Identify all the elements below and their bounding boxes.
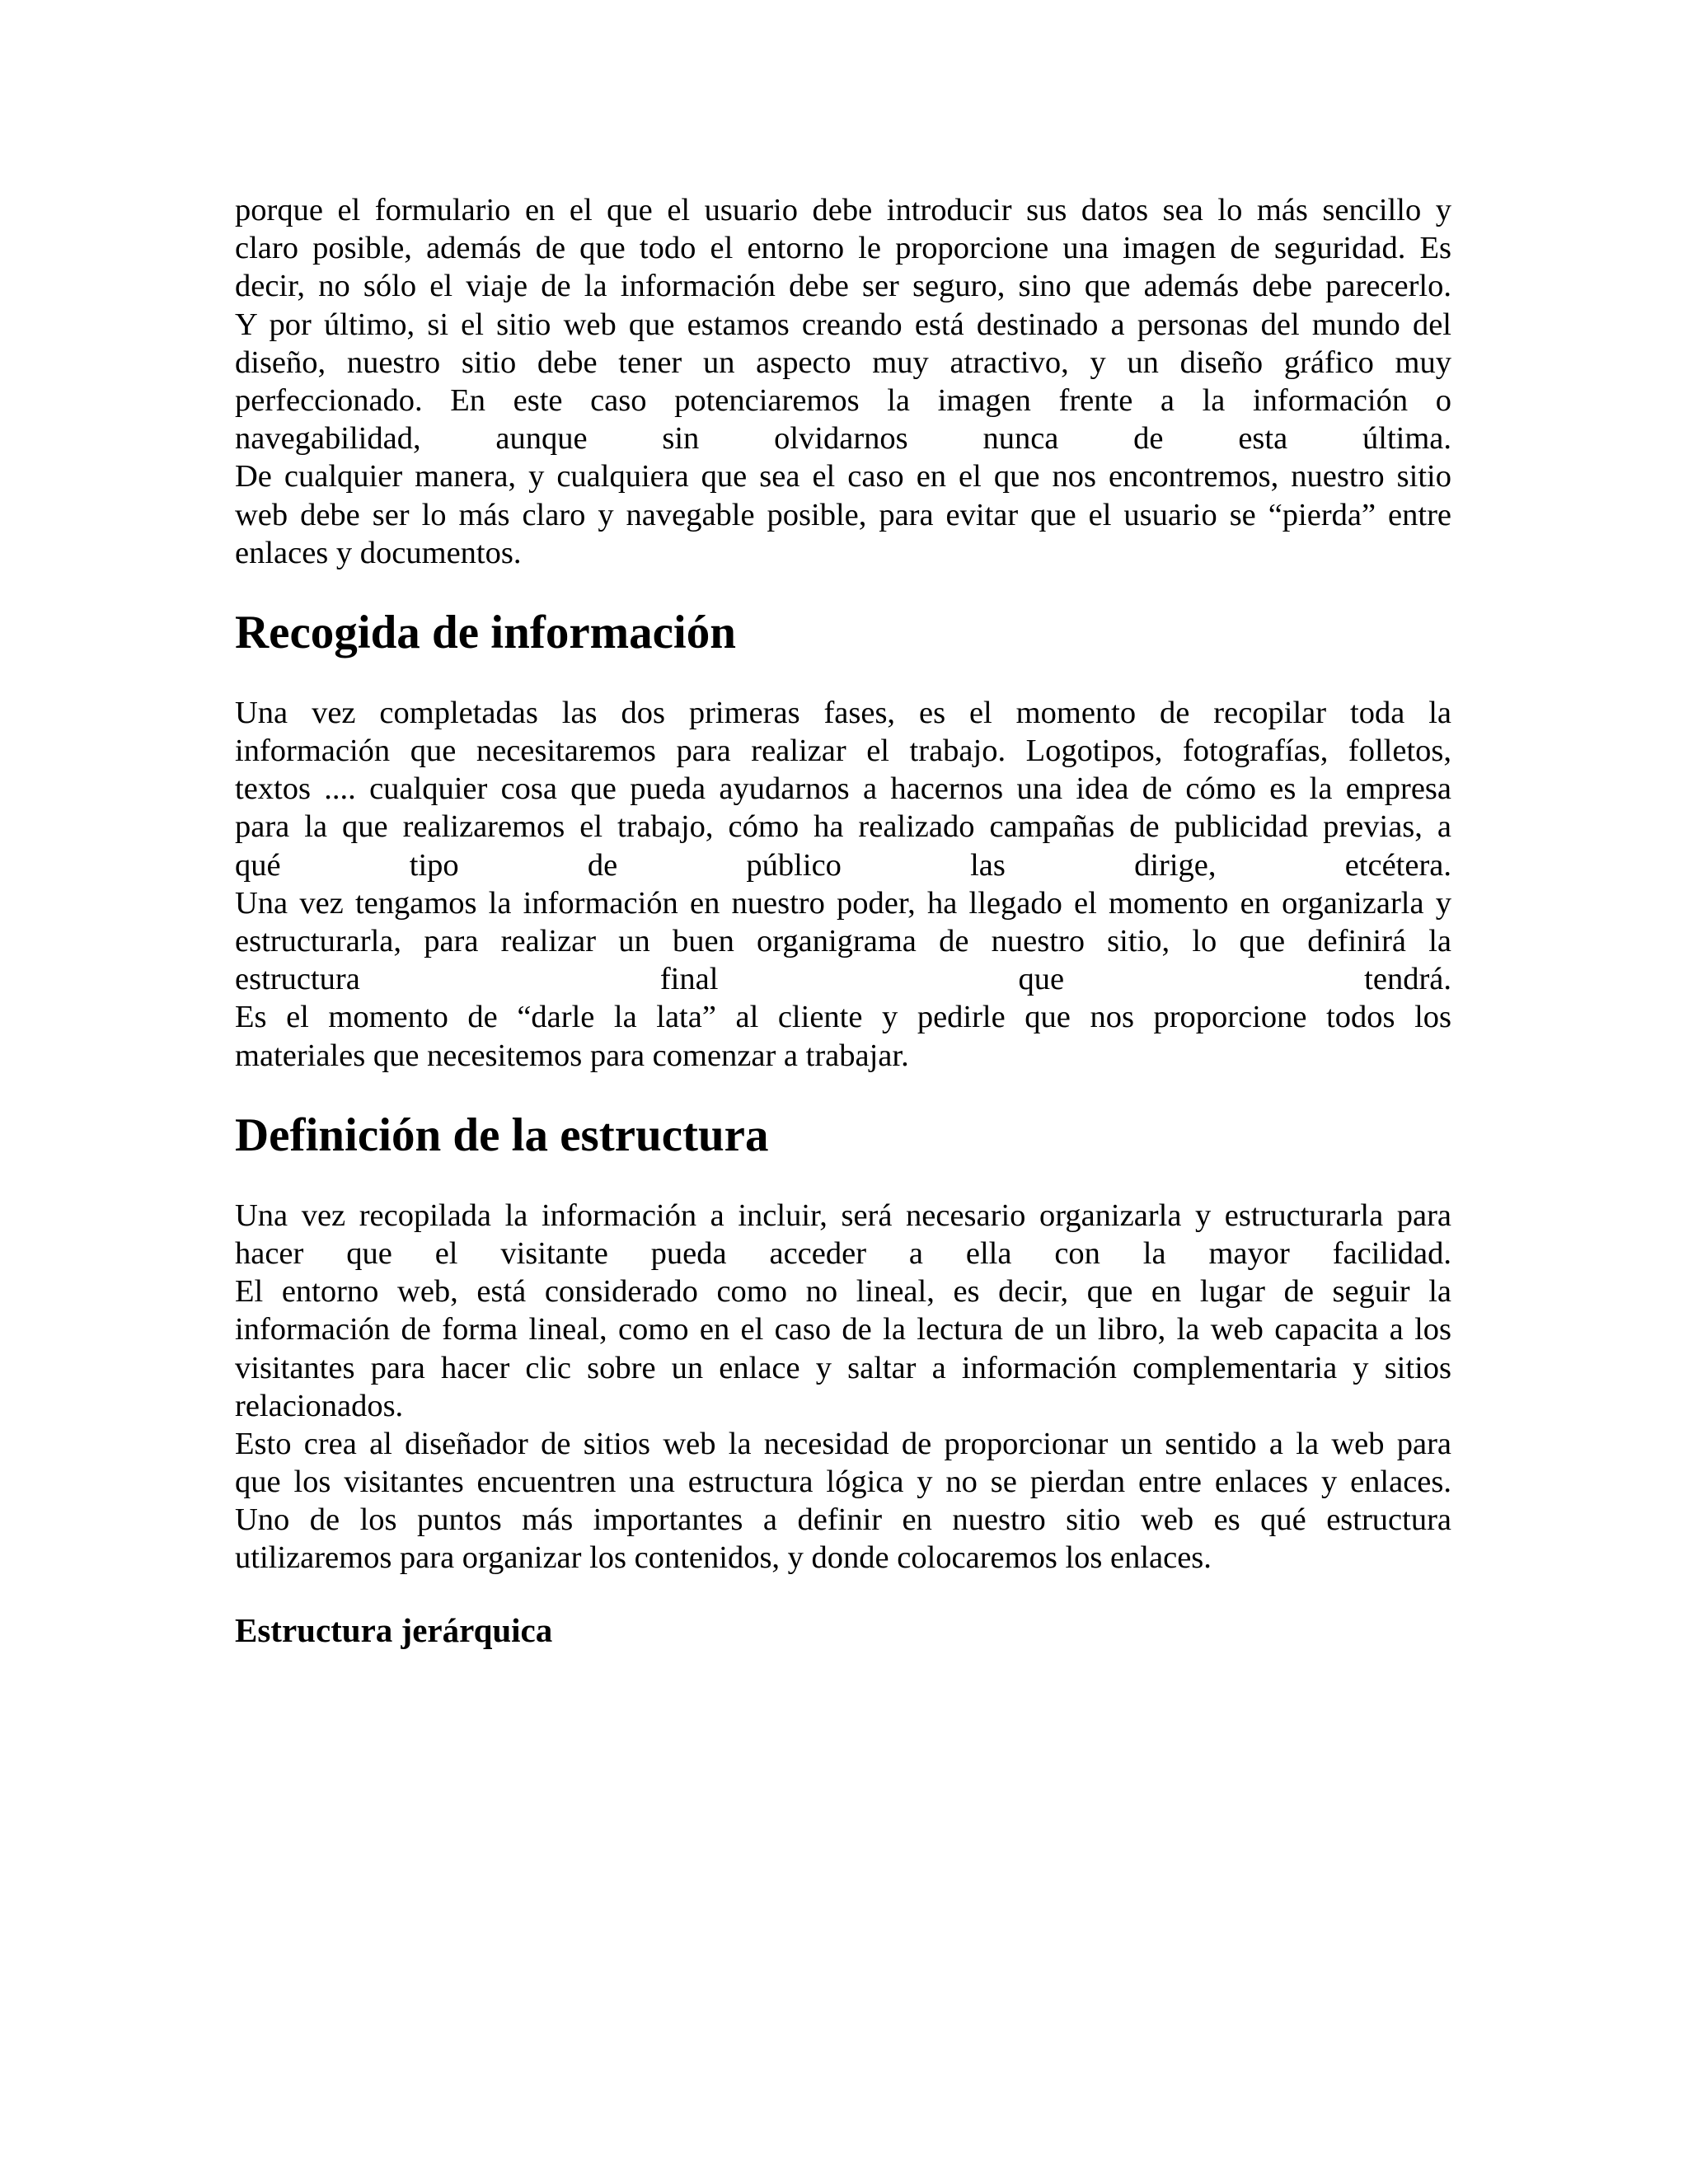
text-line: Esto crea al diseñador de sitios web la necesidad de proporcionar un sentido a la web para xyxy=(235,1426,1451,1461)
text-line: visitantes para hacer clic sobre un enlace y saltar a información complementaria y sitios xyxy=(235,1350,1451,1385)
text-line: web debe ser lo más claro y navegable posible, para evitar que el usuario se “pierda” entre xyxy=(235,497,1451,532)
text-line: De cualquier manera, y cualquiera que sea el caso en el que nos encontremos, nuestro sitio xyxy=(235,459,1451,494)
text-line: perfeccionado. En este caso potenciaremos la imagen frente a la información o xyxy=(235,382,1451,418)
text-line: estructura final que tendrá. xyxy=(235,962,1451,997)
section-body-recogida xyxy=(235,694,1451,1075)
text-line: para la que realizaremos el trabajo, cómo ha realizado campañas de publicidad previas, a xyxy=(235,809,1451,845)
text-line: Uno de los puntos más importantes a definir en nuestro sitio web es qué estructura xyxy=(235,1502,1451,1538)
text-line: porque el formulario en el que el usuario debe introducir sus datos sea lo más sencillo y xyxy=(235,193,1451,227)
text-line: materiales que necesitemos para comenzar a trabajar. xyxy=(235,1038,909,1073)
section-heading-recogida: Recogida de información xyxy=(235,606,736,658)
section-body-definicion xyxy=(235,1197,1451,1577)
text-line: El entorno web, está considerado como no lineal, es decir, que en lugar de seguir la xyxy=(235,1274,1451,1310)
text-line: diseño, nuestro sitio debe tener un aspecto muy atractivo, y un diseño gráfico muy xyxy=(235,344,1451,380)
section-heading-definicion: Definición de la estructura xyxy=(235,1108,769,1161)
text-line: Una vez recopilada la información a incluir, será necesario organizarla y estructurarla para xyxy=(235,1197,1451,1233)
text-line: estructurarla, para realizar un buen organigrama de nuestro sitio, lo que definirá la xyxy=(235,924,1451,958)
text-line: navegabilidad, aunque sin olvidarnos nunca de esta última. xyxy=(235,421,1451,457)
text-line: Y por último, si el sitio web que estamos creando está destinado a personas del mundo del xyxy=(235,307,1451,342)
text-line: hacer que el visitante pueda acceder a ella con la mayor facilidad. xyxy=(235,1235,1451,1271)
text-line: información de forma lineal, como en el caso de la lectura de un libro, la web capacita a los xyxy=(235,1312,1451,1347)
text-line: Una vez completadas las dos primeras fases, es el momento de recopilar toda la xyxy=(235,695,1451,730)
text-line: textos .... cualquier cosa que pueda ayudarnos a hacernos una idea de cómo es la empresa xyxy=(235,771,1451,807)
subsection-heading-jerarquica: Estructura jerárquica xyxy=(235,1610,553,1649)
text-line: Es el momento de “darle la lata” al cliente y pedirle que nos proporcione todos los xyxy=(235,1000,1451,1035)
text-line: que los visitantes encuentren una estructura lógica y no se pierdan entre enlaces y enlaces. xyxy=(235,1465,1451,1500)
text-line: Una vez tengamos la información en nuestro poder, ha llegado el momento en organizarla y xyxy=(235,885,1451,921)
text-line: relacionados. xyxy=(235,1388,404,1423)
intro-paragraphs xyxy=(235,191,1451,572)
text-line: decir, no sólo el viaje de la información debe ser seguro, sino que además debe parecerlo. xyxy=(235,269,1451,304)
text-line: qué tipo de público las dirige, etcétera. xyxy=(235,847,1451,883)
text-line: enlaces y documentos. xyxy=(235,535,522,570)
text-line: claro posible, además de que todo el entorno le proporcione una imagen de seguridad. Es xyxy=(235,231,1451,266)
text-line: información que necesitaremos para realizar el trabajo. Logotipos, fotografías, folletos, xyxy=(235,733,1451,769)
document-page xyxy=(235,191,1451,1650)
text-line: utilizaremos para organizar los contenidos, y donde colocaremos los enlaces. xyxy=(235,1540,1212,1576)
